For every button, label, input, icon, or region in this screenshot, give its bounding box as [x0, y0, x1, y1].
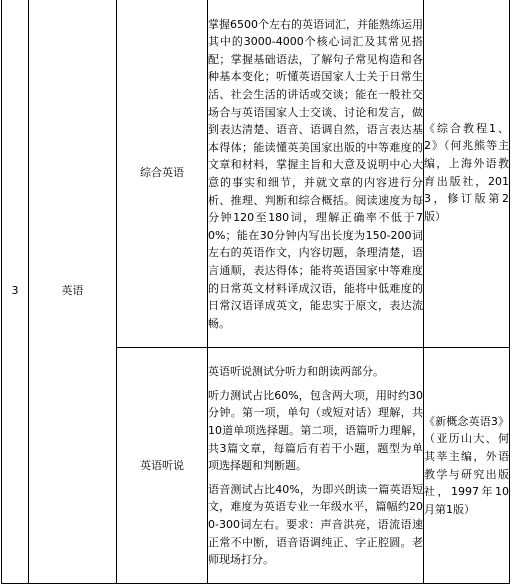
textbook-info: 《综合教程1、2》（何兆熊等主编，上海外语教育出版社，2013，修订版第2版） — [424, 0, 510, 348]
course-name: 英语听说 — [117, 348, 208, 584]
subject-name: 英语 — [29, 0, 117, 584]
description-paragraph: 掌握6500个左右的英语词汇，并能熟练运用其中的3000-4000个核心词汇及其常见搭配；掌握基础语法，了解句子常见构造和各种基本变化；听懂英语国家人士关于日常生活、社会生活的讲话或交谈；能在一般社交场合与英语国家人士交谈、讨论和发言，做到表达清楚、语音、语调自然，语言表达基本得体；能读懂英美国家出版的中等难度的文章和材料，掌握主旨和大意及说明中心大意的事实和细节，并就文章的内容进行分析、推理、判断和综合概括。阅读速度为每分钟120至180词，理解正确率不低于70%；能在30分钟内写出长度为150-200词左右的英语作文，内容切题，条理清楚，语言通顺，表达得体；能将英语国家中等难度的日常英文材料译成汉语，能将中低难度的日常汉语译成英文，能忠实于原文，表达流畅。 — [208, 17, 423, 330]
description-paragraph: 听力测试占比60%，包含两大项，用时约30分钟。第一项，单句（或短对话）理解，共10道单项选择题。第二项，语篇听力理解，共3篇文章，每篇后有若干小题，题型为单项选择题和判断题。 — [208, 388, 423, 473]
table-row — [2, 0, 510, 348]
course-name: 综合英语 — [117, 0, 208, 348]
course-description — [208, 348, 424, 584]
description-paragraph: 语音测试占比40%，为即兴朗读一篇英语短文，难度为英语专业一年级水平，篇幅约200-300词左右。要求：声音洪亮，语流语速正常不中断，语音语调纯正、字正腔圆。老师现场打分。 — [208, 482, 423, 567]
textbook-info: 《新概念英语3》（亚历山大、何其莘主编，外语教学与研究出版社，1997年10月第1版） — [424, 348, 510, 584]
description-paragraph: 英语听说测试分听力和朗读两部分。 — [208, 365, 384, 379]
row-number: 3 — [2, 0, 29, 584]
course-description — [208, 0, 424, 348]
curriculum-table — [1, 0, 510, 584]
